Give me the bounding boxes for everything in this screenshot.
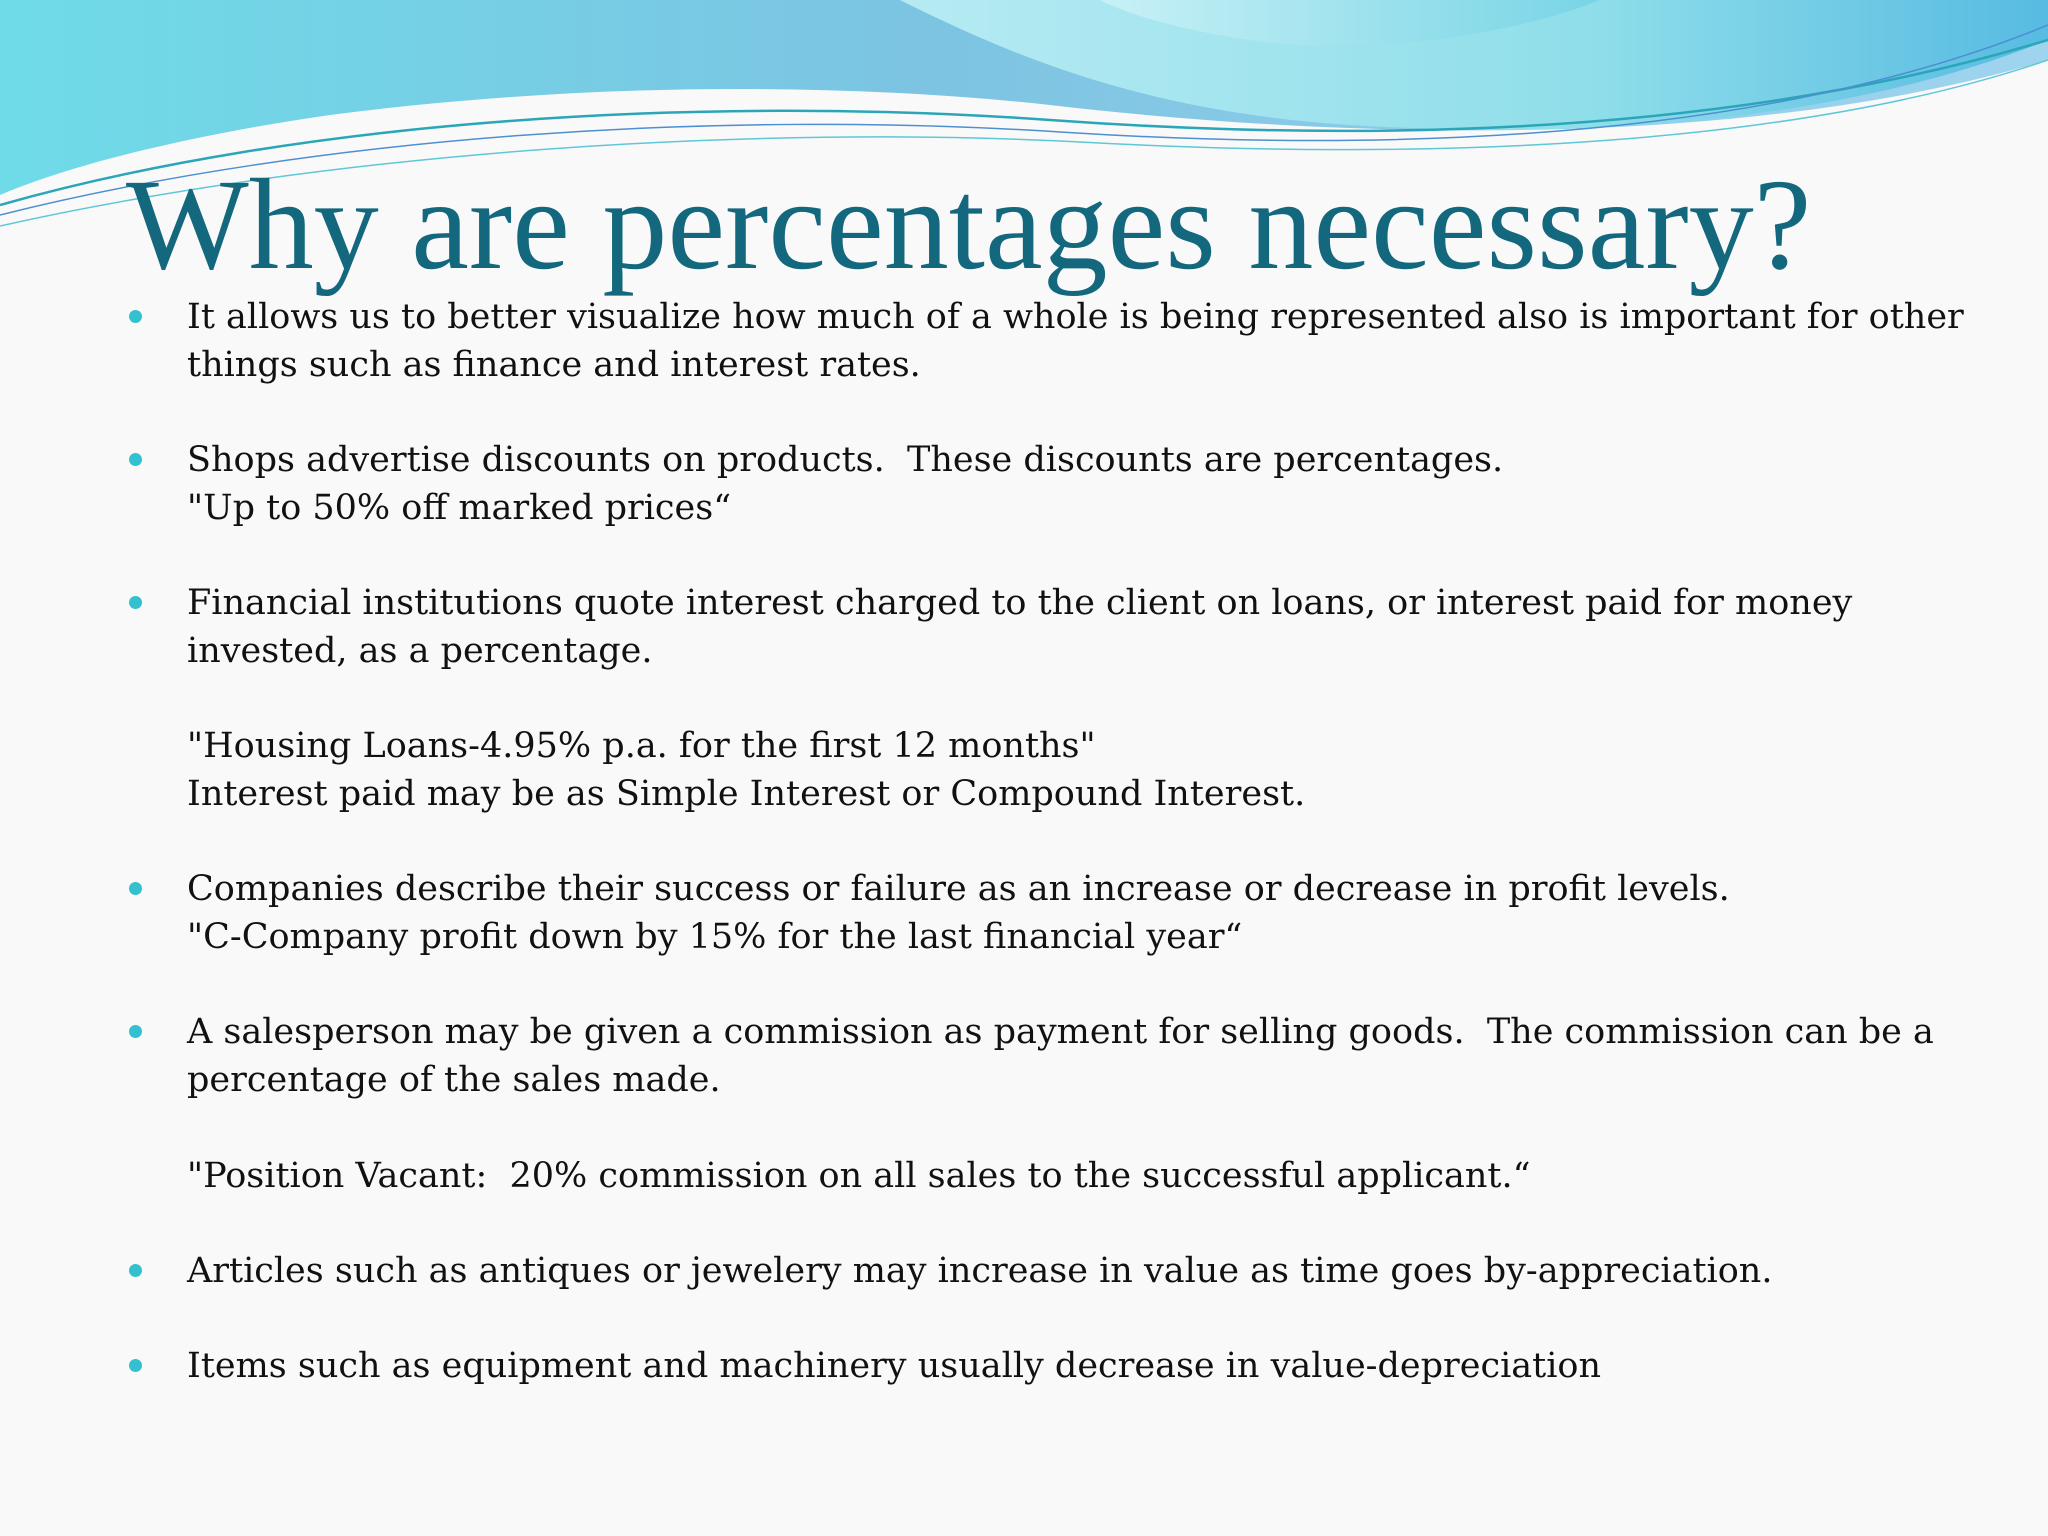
bullet-text-line: It allows us to better visualize how much of a whole is being represented also is important for other <box>187 297 1964 337</box>
bullet-item <box>124 866 1984 961</box>
bullet-dot-icon <box>129 310 142 323</box>
bullet-text-line: Shops advertise discounts on products. These discounts are percentages. <box>187 440 1504 481</box>
bullet-text-line: Interest paid may be as Simple Interest or Compound Interest. <box>187 773 1306 814</box>
blank-line <box>187 1105 1984 1153</box>
bullet-text-line: things such as finance and interest rates. <box>187 344 921 385</box>
bullet-item <box>124 1009 1984 1200</box>
bullet-dot-icon <box>129 1264 142 1277</box>
quote-line: "Housing Loans-4.95% p.a. for the first 12 months" <box>187 726 1096 767</box>
bullet-text-line: Items such as equipment and machinery usually decrease in value-depreciation <box>187 1346 1602 1387</box>
bullet-dot-icon <box>129 882 142 895</box>
bullet-text-line: Articles such as antiques or jewelery may increase in value as time goes by-appreciation. <box>187 1250 1773 1291</box>
blank-line <box>187 676 1984 724</box>
quote-line: "Up to 50% off marked prices“ <box>187 487 732 528</box>
bullet-list <box>124 294 1984 1439</box>
bullet-text-line: A salesperson may be given a commission as payment for selling goods. The commission can be a <box>187 1012 1934 1053</box>
bullet-dot-icon <box>129 1359 142 1372</box>
bullet-item <box>124 580 1984 819</box>
bullet-item <box>124 1248 1984 1296</box>
bullet-text-line: percentage of the sales made. <box>187 1060 721 1101</box>
quote-line: "Position Vacant: 20% commission on all sales to the successful applicant.“ <box>187 1155 1531 1196</box>
bullet-dot-icon <box>129 1025 142 1038</box>
bullet-item <box>124 1343 1984 1391</box>
bullet-item <box>124 294 1984 389</box>
bullet-dot-icon <box>129 453 142 466</box>
quote-line: "C-Company profit down by 15% for the last financial year“ <box>187 917 1243 958</box>
bullet-text-line: Financial institutions quote interest charged to the client on loans, or interest paid for money <box>187 583 1853 624</box>
bullet-item <box>124 437 1984 532</box>
bullet-text-line: invested, as a percentage. <box>187 630 653 671</box>
bullet-dot-icon <box>129 596 142 609</box>
bullet-text-line: Companies describe their success or failure as an increase or decrease in profit levels. <box>187 869 1730 910</box>
slide-title: Why are percentages necessary? <box>126 153 1812 297</box>
